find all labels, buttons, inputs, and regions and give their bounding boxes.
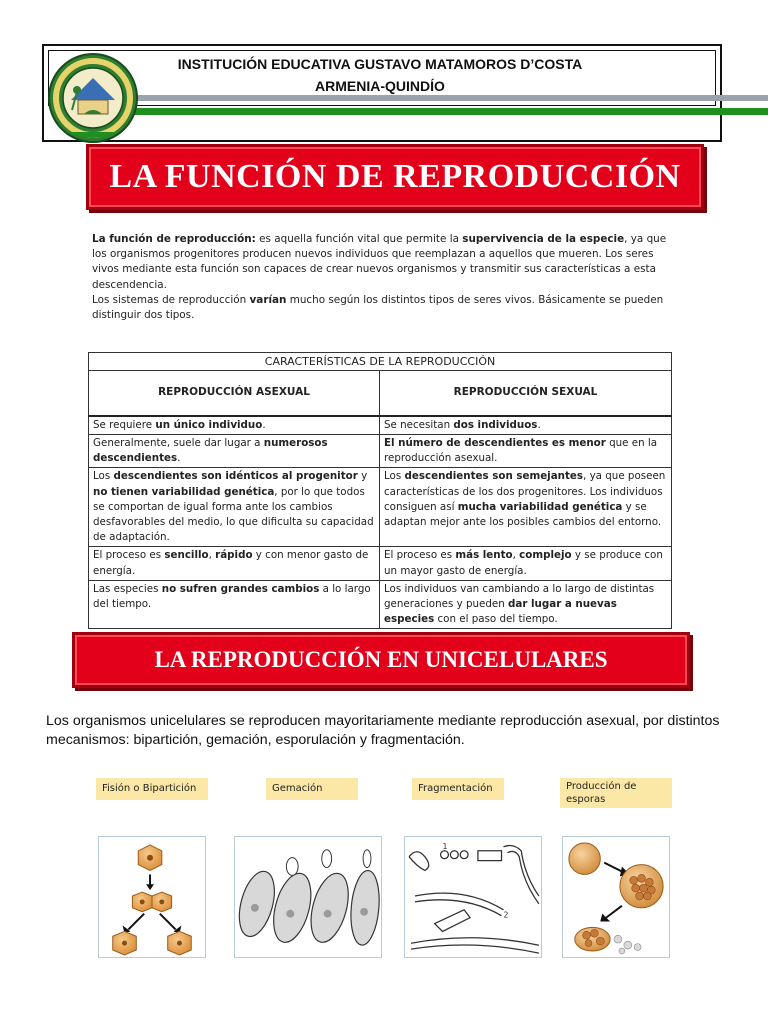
cell-sexual <box>380 580 672 629</box>
cell-highlight: más lento <box>455 549 513 562</box>
cell-text: y se adaptan mejor ante los posibles cambios del entorno. <box>384 500 662 528</box>
binary-fission-icon <box>98 836 206 958</box>
spore-production-icon <box>562 836 670 958</box>
column-header-asexual: REPRODUCCIÓN ASEXUAL <box>89 371 380 416</box>
cell-highlight: sencillo <box>164 549 209 562</box>
cell-highlight: complejo <box>519 549 572 562</box>
cell-text: a lo largo del tiempo. <box>93 582 371 610</box>
fragmentation-label-2: 2 <box>503 910 509 920</box>
cell-highlight: rápido <box>215 549 253 562</box>
intro-text <box>92 232 682 323</box>
cell-text: Los <box>384 470 405 483</box>
cell-highlight: descendientes son semejantes <box>404 470 584 483</box>
fragmentation-label-1: 1 <box>442 841 448 851</box>
cell-sexual <box>380 416 672 435</box>
reproduction-table <box>88 352 672 629</box>
cell-text: , <box>208 549 216 562</box>
intro-text-part: Los sistemas de reproducción <box>92 293 250 306</box>
page-title-banner: LA FUNCIÓN DE REPRODUCCIÓN <box>86 144 704 210</box>
fragmentation-icon <box>404 836 542 958</box>
cell-text: Los individuos van cambiando a lo largo de distintas generaciones y pueden <box>384 582 655 610</box>
cell-text: El proceso es <box>384 549 456 562</box>
method-label-budding: Gemación <box>266 778 358 800</box>
cell-highlight: numerosos descendientes <box>93 436 328 465</box>
method-label-fragmentation: Fragmentación <box>412 778 504 800</box>
cell-asexual <box>89 434 380 467</box>
budding-icon <box>234 836 382 958</box>
header-grey-stripe <box>100 95 768 101</box>
cell-text: Se requiere <box>93 418 156 431</box>
table-row <box>89 468 672 547</box>
school-seal-icon <box>44 52 142 144</box>
cell-highlight: no tienen variabilidad genética <box>93 485 275 498</box>
method-label-fission: Fisión o Bipartición <box>96 778 208 800</box>
cell-sexual <box>380 434 672 467</box>
cell-sexual <box>380 468 672 547</box>
cell-sexual <box>380 547 672 580</box>
cell-highlight: no sufren grandes cambios <box>161 582 320 595</box>
cell-asexual <box>89 468 380 547</box>
cell-highlight: descendientes son idénticos al progenitor <box>113 470 358 483</box>
cell-highlight: mucha variabilidad genética <box>457 500 623 513</box>
table-caption: CARACTERÍSTICAS DE LA REPRODUCCIÓN <box>89 353 672 371</box>
intro-paragraph-2 <box>92 293 682 323</box>
cell-text: Las especies <box>93 582 162 595</box>
header-green-stripe <box>120 108 768 115</box>
cell-text: y <box>357 470 368 483</box>
intro-term: La función de reproducción: <box>92 233 256 245</box>
table-row <box>89 547 672 580</box>
table-row <box>89 580 672 629</box>
cell-highlight: un único individuo <box>155 418 263 431</box>
cell-text: . <box>262 418 266 431</box>
cell-text: Los <box>93 470 114 483</box>
cell-text: . <box>177 452 181 465</box>
unicellular-paragraph: Los organismos unicelulares se reproducen mayoritariamente mediante reproducción asexual, por distintos mecanismos: bipartición, gemación, esporulación y fragmentación. <box>46 713 720 748</box>
cell-text: con el paso del tiempo. <box>434 613 558 626</box>
institution-name: INSTITUCIÓN EDUCATIVA GUSTAVO MATAMOROS D’COSTA <box>177 56 583 72</box>
table-row <box>89 434 672 467</box>
cell-text: , por lo que todos se comportan de igual forma ante los cambios desfavorables del medio, lo que dificulta su capacidad de adaptación. <box>93 485 374 544</box>
cell-highlight: El número de descendientes es menor <box>384 436 606 449</box>
cell-text: , ya que poseen características de los dos progenitores. Los individuos consiguen así <box>384 470 666 513</box>
cell-asexual <box>89 416 380 435</box>
method-label-spores: Producción de esporas <box>560 778 672 808</box>
cell-text: y con menor gasto de energía. <box>93 549 369 577</box>
cell-text: El proceso es <box>93 549 165 562</box>
cell-text: , <box>512 549 520 562</box>
cell-highlight: dos individuos <box>453 418 538 431</box>
cell-asexual <box>89 547 380 580</box>
intro-highlight: varían <box>249 293 287 306</box>
section-banner-unicelulares: LA REPRODUCCIÓN EN UNICELULARES <box>72 632 690 688</box>
institution-location: ARMENIA-QUINDÍO <box>315 78 445 94</box>
intro-text-part: mucho según los distintos tipos de seres vivos. Básicamente se pueden distinguir dos tipos. <box>92 293 664 322</box>
intro-text-part: es aquella función vital que permite la <box>255 233 463 245</box>
column-header-sexual: REPRODUCCIÓN SEXUAL <box>380 371 672 416</box>
intro-paragraph-1 <box>92 232 682 293</box>
cell-text: . <box>537 418 541 431</box>
cell-text: Generalmente, suele dar lugar a <box>93 436 264 449</box>
table-row <box>89 416 672 435</box>
intro-text-part: , ya que los organismos progenitores producen nuevos individuos que reemplazan a aquellos que mueren. Los seres vivos mediante esta función son capaces de crear nuevos organismos y transmitir sus características a esta descendencia. <box>92 233 667 291</box>
cell-highlight: dar lugar a nuevas especies <box>384 597 617 626</box>
cell-text: que en la reproducción asexual. <box>384 436 658 465</box>
cell-asexual <box>89 580 380 629</box>
cell-text: y se produce con un mayor gasto de energía. <box>384 549 663 577</box>
intro-highlight: supervivencia de la especie <box>462 233 625 245</box>
cell-text: Se necesitan <box>384 418 454 431</box>
